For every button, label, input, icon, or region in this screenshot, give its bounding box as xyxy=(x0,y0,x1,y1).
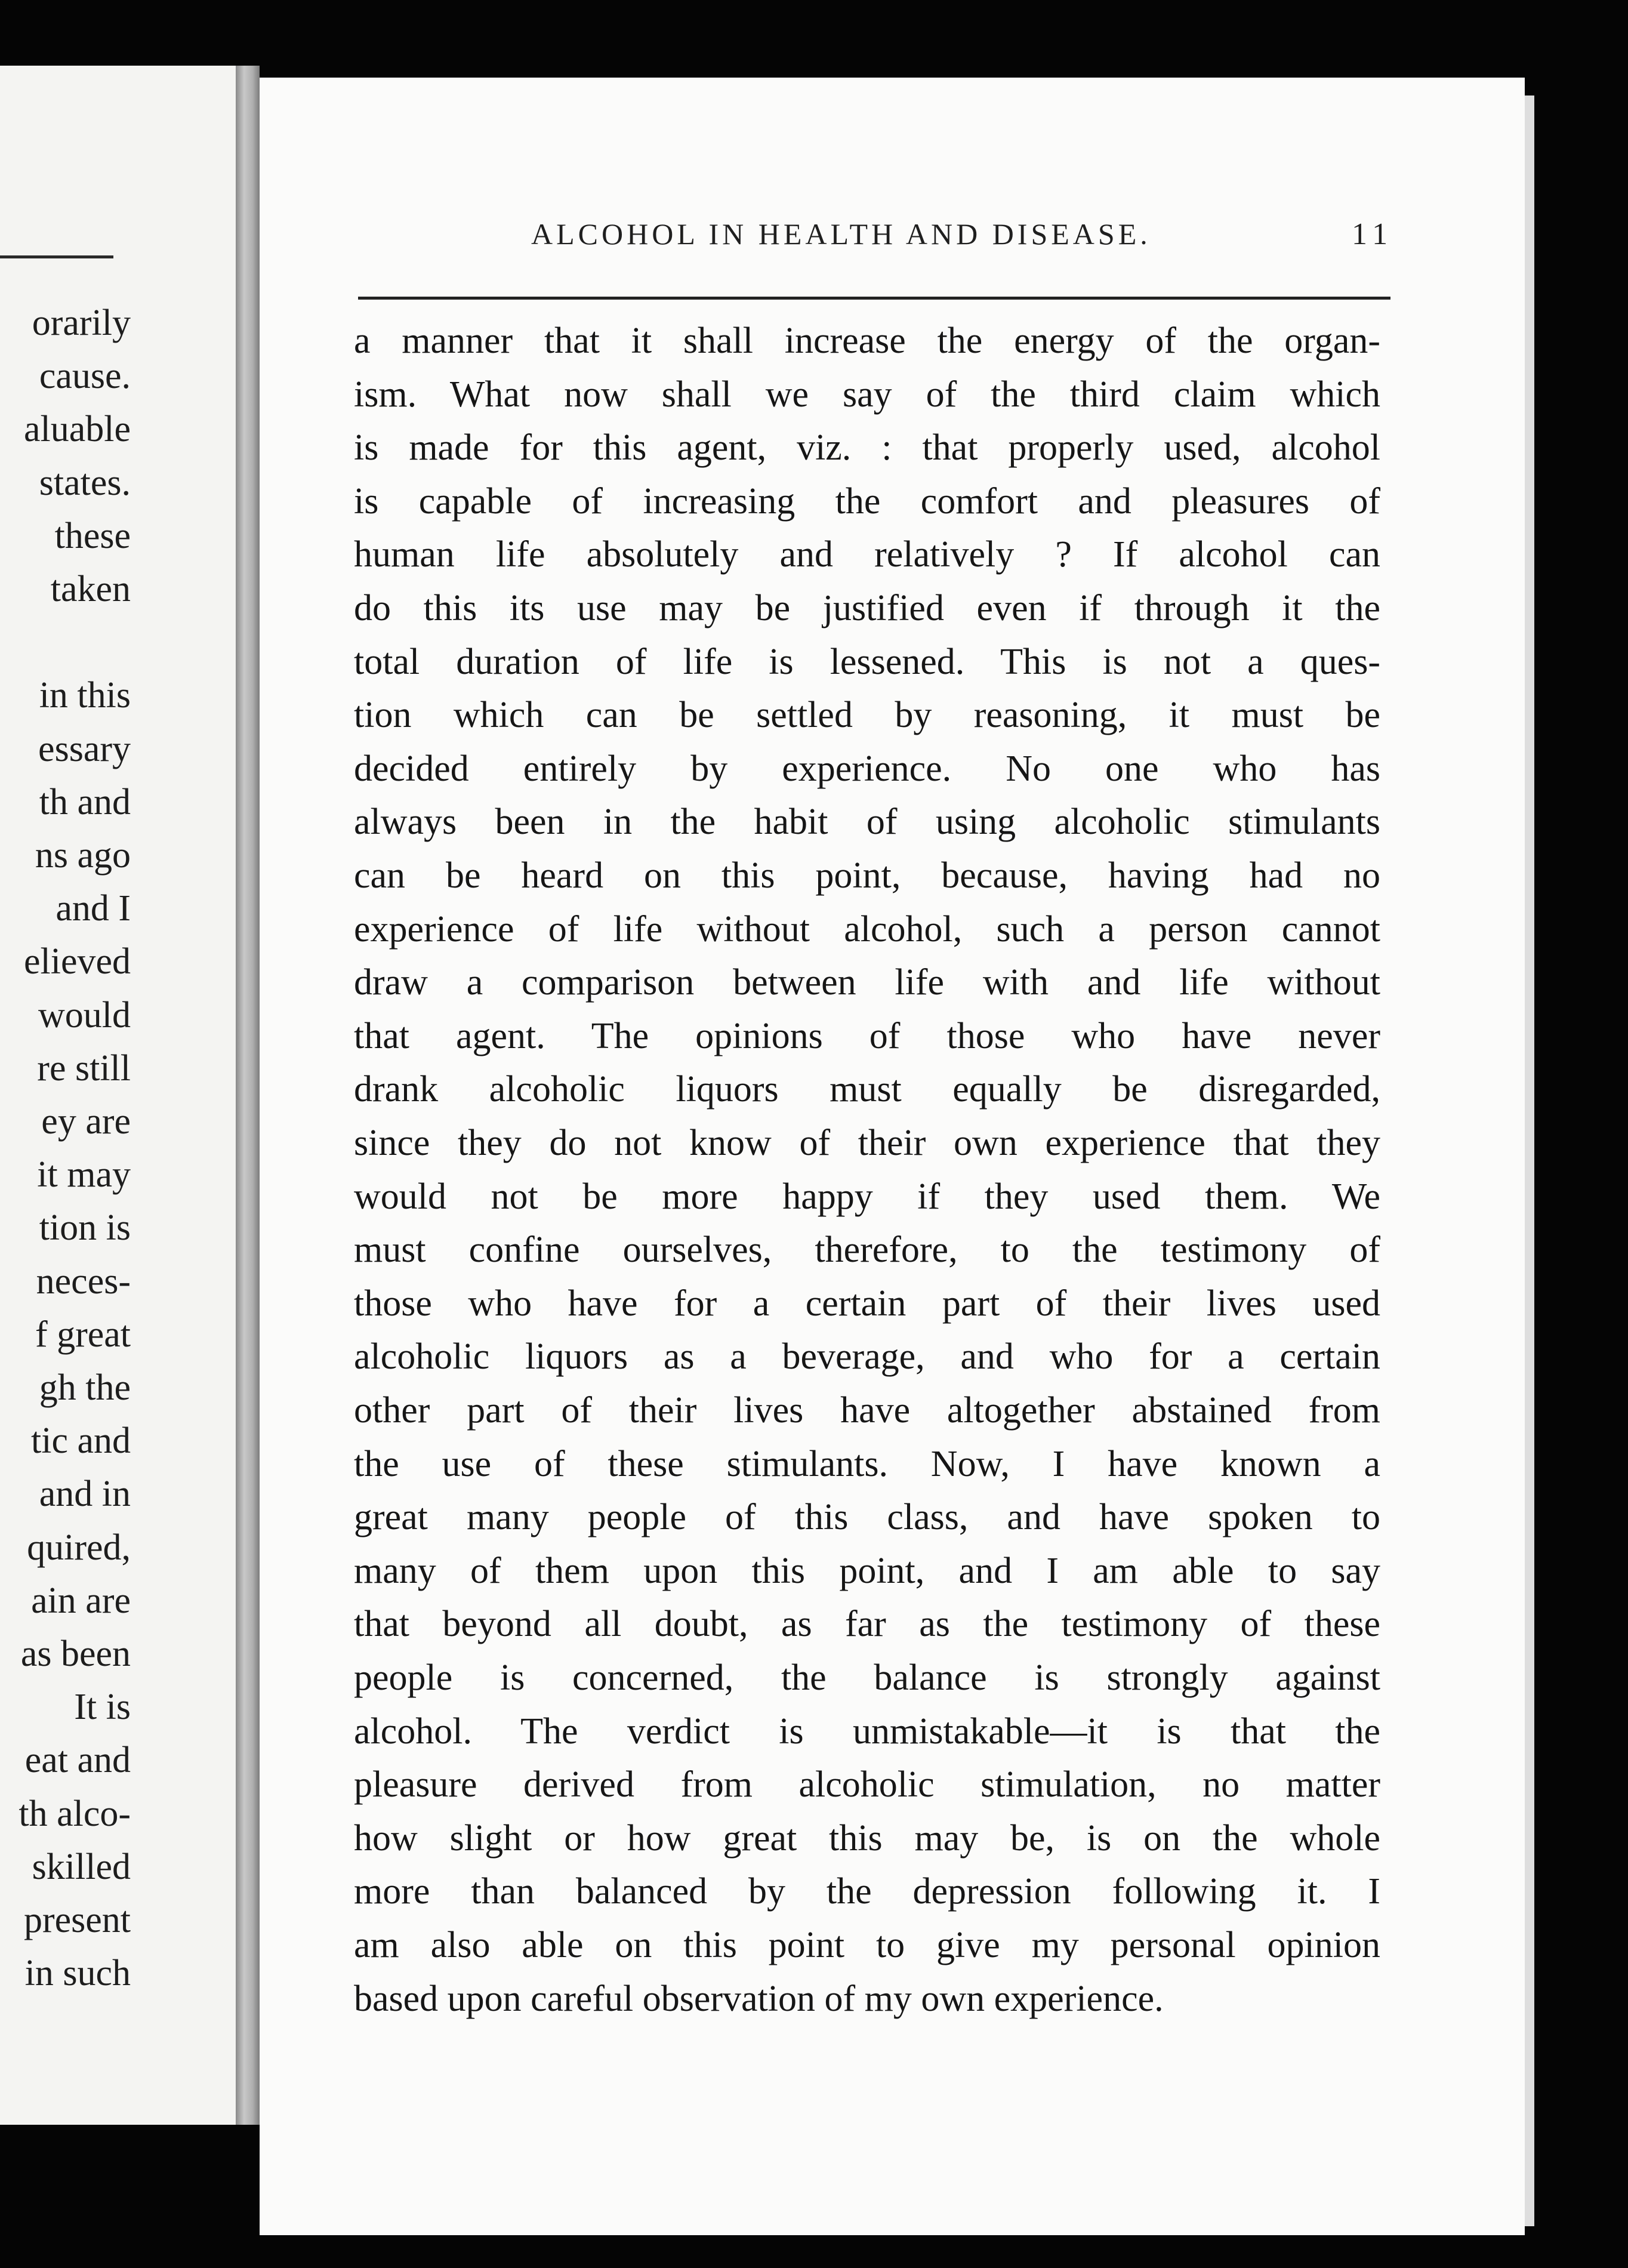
text-line: human life absolutely and relatively ? If alcohol can xyxy=(354,534,1380,575)
left-page-line: tion is xyxy=(39,1207,131,1249)
left-page-line: orarily xyxy=(32,303,131,343)
text-line: is capable of increasing the comfort and pleasures of xyxy=(354,480,1380,522)
text-line: total duration of life is lessened. This is not a ques- xyxy=(354,641,1380,682)
text-line: decided entirely by experience. No one who has xyxy=(354,748,1380,789)
text-line: that agent. The opinions of those who have never xyxy=(354,1015,1380,1056)
text-line: drank alcoholic liquors must equally be disregarded, xyxy=(354,1069,1380,1110)
left-page-line: present xyxy=(23,1900,131,1940)
left-page-line: essary xyxy=(38,728,131,769)
left-page-line: th alco- xyxy=(18,1793,131,1834)
left-page-line: in such xyxy=(24,1953,131,1994)
left-page-line: and I xyxy=(56,888,131,929)
left-page-line: eat and xyxy=(24,1740,131,1781)
left-page-line: elieved xyxy=(23,941,131,982)
left-page-line: skilled xyxy=(32,1846,131,1887)
text-line: always been in the habit of using alcoholic stimulants xyxy=(354,802,1380,843)
left-page-line: th and xyxy=(39,781,131,822)
text-line: many of them upon this point, and I am able to say xyxy=(354,1550,1380,1591)
text-line: alcoholic liquors as a beverage, and who for a certain xyxy=(354,1336,1380,1378)
left-page-line: It is xyxy=(74,1687,131,1728)
left-page-line: ey are xyxy=(41,1101,131,1142)
text-line: tion which can be settled by reasoning, it must be xyxy=(354,695,1380,736)
text-line: those who have for a certain part of their lives used xyxy=(354,1283,1380,1324)
left-page-line: re still xyxy=(37,1047,131,1089)
left-page xyxy=(0,66,236,2125)
text-line: ism. What now shall we say of the third claim which xyxy=(354,374,1380,415)
text-line: am also able on this point to give my personal opinion xyxy=(354,1925,1380,1965)
left-page-line: gh the xyxy=(39,1367,131,1408)
text-line: how slight or how great this may be, is on the whole xyxy=(354,1817,1380,1859)
left-page-line: and in xyxy=(39,1474,131,1515)
left-page-line: neces- xyxy=(36,1261,131,1302)
book-gutter xyxy=(236,66,260,2125)
text-line: must confine ourselves, therefore, to the testimony of xyxy=(354,1229,1380,1271)
header-rule xyxy=(358,297,1390,300)
text-line: the use of these stimulants. Now, I have known a xyxy=(354,1443,1380,1484)
text-line: people is concerned, the balance is strongly against xyxy=(354,1657,1380,1698)
running-head: ALCOHOL IN HEALTH AND DISEASE. xyxy=(531,217,1151,251)
left-page-line: ns ago xyxy=(35,835,131,876)
left-page-line: ain are xyxy=(31,1580,131,1621)
left-page-rule xyxy=(0,255,113,258)
text-line: is made for this agent, viz. : that properly used, alcohol xyxy=(354,427,1380,469)
left-page-line: aluable xyxy=(23,409,131,450)
text-line: a manner that it shall increase the energy of the organ- xyxy=(354,321,1380,361)
left-page-line: f great xyxy=(35,1314,131,1355)
page-edge xyxy=(1525,95,1534,2226)
left-page-line: taken xyxy=(50,569,131,609)
left-page-line: states. xyxy=(39,462,131,503)
left-page-line: these xyxy=(54,515,131,556)
text-line: great many people of this class, and have spoken to xyxy=(354,1497,1380,1538)
left-page-line: would xyxy=(38,994,131,1036)
left-page-line: quired, xyxy=(27,1527,131,1568)
text-line: do this its use may be justified even if through it the xyxy=(354,588,1380,628)
text-line: experience of life without alcohol, such a person cannot xyxy=(354,908,1380,950)
left-page-line: it may xyxy=(37,1154,131,1195)
left-page-line: cause. xyxy=(39,356,131,397)
left-page-line: tic and xyxy=(31,1420,131,1462)
text-line: draw a comparison between life with and life without xyxy=(354,962,1380,1003)
text-line: more than balanced by the depression following it. I xyxy=(354,1871,1380,1912)
text-line: that beyond all doubt, as far as the testimony of these xyxy=(354,1604,1380,1645)
text-line: would not be more happy if they used them. We xyxy=(354,1176,1380,1217)
text-line: alcohol. The verdict is unmistakable—it is that the xyxy=(354,1711,1380,1752)
text-line: based upon careful observation of my own experience. xyxy=(354,1978,1164,2019)
left-page-line: in this xyxy=(39,675,131,716)
text-line: other part of their lives have altogether abstained from xyxy=(354,1390,1380,1431)
text-line: pleasure derived from alcoholic stimulation, no matter xyxy=(354,1764,1380,1805)
text-line: can be heard on this point, because, having had no xyxy=(354,855,1380,896)
left-page-line: as been xyxy=(20,1634,131,1674)
text-line: since they do not know of their own experience that they xyxy=(354,1123,1380,1163)
page-number: 11 xyxy=(1352,217,1394,251)
